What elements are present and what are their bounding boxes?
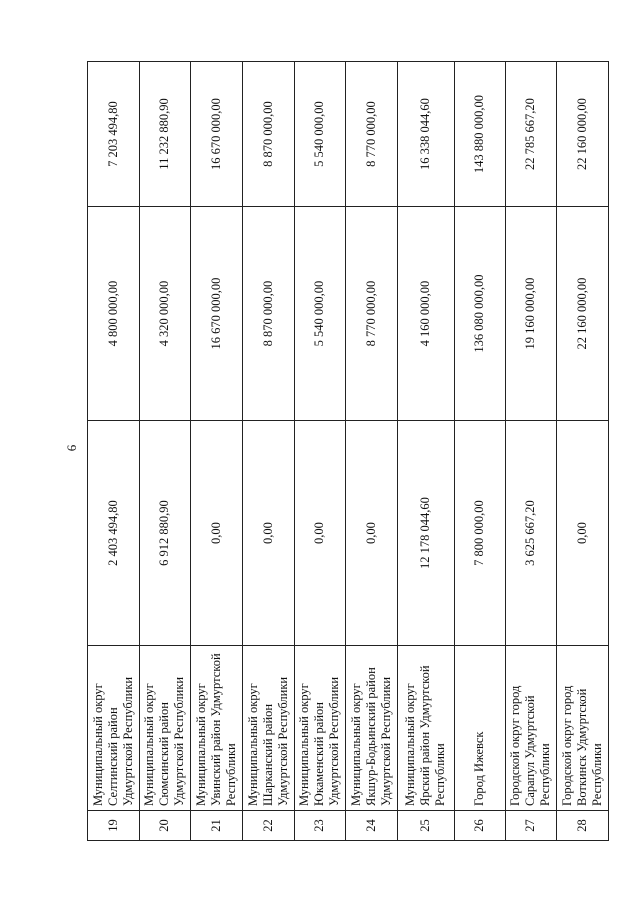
amount-total: 16 338 044,60 — [397, 62, 454, 207]
table-row — [397, 62, 454, 841]
row-number: 19 — [88, 811, 140, 841]
amount-2: 4 160 000,00 — [397, 207, 454, 421]
amount-1: 0,00 — [242, 421, 294, 646]
table-row — [454, 62, 505, 841]
amount-total: 22 160 000,00 — [557, 62, 609, 207]
page-number: 6 — [64, 444, 79, 452]
amount-1: 6 912 880,90 — [139, 421, 191, 646]
amount-2: 136 080 000,00 — [454, 207, 505, 421]
amount-total: 143 880 000,00 — [454, 62, 505, 207]
row-number: 22 — [242, 811, 294, 841]
rotated-table — [87, 62, 609, 841]
amount-total: 11 232 880,90 — [139, 62, 191, 207]
amount-2: 8 870 000,00 — [242, 207, 294, 421]
municipality-name: Муниципальный округ Шарканский район Удмуртской Республики — [242, 646, 294, 811]
amount-2: 19 160 000,00 — [505, 207, 557, 421]
table-row — [139, 62, 191, 841]
table-row — [294, 62, 346, 841]
amount-2: 5 540 000,00 — [294, 207, 346, 421]
table-row — [242, 62, 294, 841]
row-number: 28 — [557, 811, 609, 841]
municipality-name: Муниципальный округ Селтинский район Удмуртской Республики — [88, 646, 140, 811]
amount-total: 5 540 000,00 — [294, 62, 346, 207]
amount-1: 2 403 494,80 — [88, 421, 140, 646]
amount-total: 8 870 000,00 — [242, 62, 294, 207]
amount-2: 8 770 000,00 — [346, 207, 398, 421]
municipality-name: Муниципальный округ Увинский район Удмуртской Республики — [191, 646, 243, 811]
amount-2: 22 160 000,00 — [557, 207, 609, 421]
table-row — [557, 62, 609, 841]
municipality-name: Муниципальный округ Юкаменский район Удмуртской Республики — [294, 646, 346, 811]
municipality-name: Город Ижевск — [454, 646, 505, 811]
row-number: 25 — [397, 811, 454, 841]
row-number: 23 — [294, 811, 346, 841]
amount-1: 12 178 044,60 — [397, 421, 454, 646]
municipality-name: Городской округ город Воткинск Удмуртской Республики — [557, 646, 609, 811]
amount-1: 0,00 — [557, 421, 609, 646]
amount-1: 3 625 667,20 — [505, 421, 557, 646]
amount-2: 16 670 000,00 — [191, 207, 243, 421]
rotated-table-container — [87, 62, 609, 841]
amount-total: 8 770 000,00 — [346, 62, 398, 207]
amount-1: 0,00 — [294, 421, 346, 646]
amount-1: 7 800 000,00 — [454, 421, 505, 646]
municipality-name: Муниципальный округ Якшур-Бодьинский район Удмуртской Республики — [346, 646, 398, 811]
municipality-name: Городской округ город Сарапул Удмуртской Республики — [505, 646, 557, 811]
table-row — [88, 62, 140, 841]
amount-1: 0,00 — [191, 421, 243, 646]
amount-total: 16 670 000,00 — [191, 62, 243, 207]
row-number: 20 — [139, 811, 191, 841]
table-row — [505, 62, 557, 841]
amount-1: 0,00 — [346, 421, 398, 646]
amount-2: 4 320 000,00 — [139, 207, 191, 421]
row-number: 26 — [454, 811, 505, 841]
row-number: 27 — [505, 811, 557, 841]
table-row — [191, 62, 243, 841]
municipality-name: Муниципальный округ Сюмсинский район Удмуртской Республики — [139, 646, 191, 811]
municipality-name: Муниципальный округ Ярский район Удмуртской Республики — [397, 646, 454, 811]
amount-2: 4 800 000,00 — [88, 207, 140, 421]
table-row — [346, 62, 398, 841]
amount-total: 22 785 667,20 — [505, 62, 557, 207]
row-number: 21 — [191, 811, 243, 841]
row-number: 24 — [346, 811, 398, 841]
budget-table — [87, 61, 609, 841]
amount-total: 7 203 494,80 — [88, 62, 140, 207]
